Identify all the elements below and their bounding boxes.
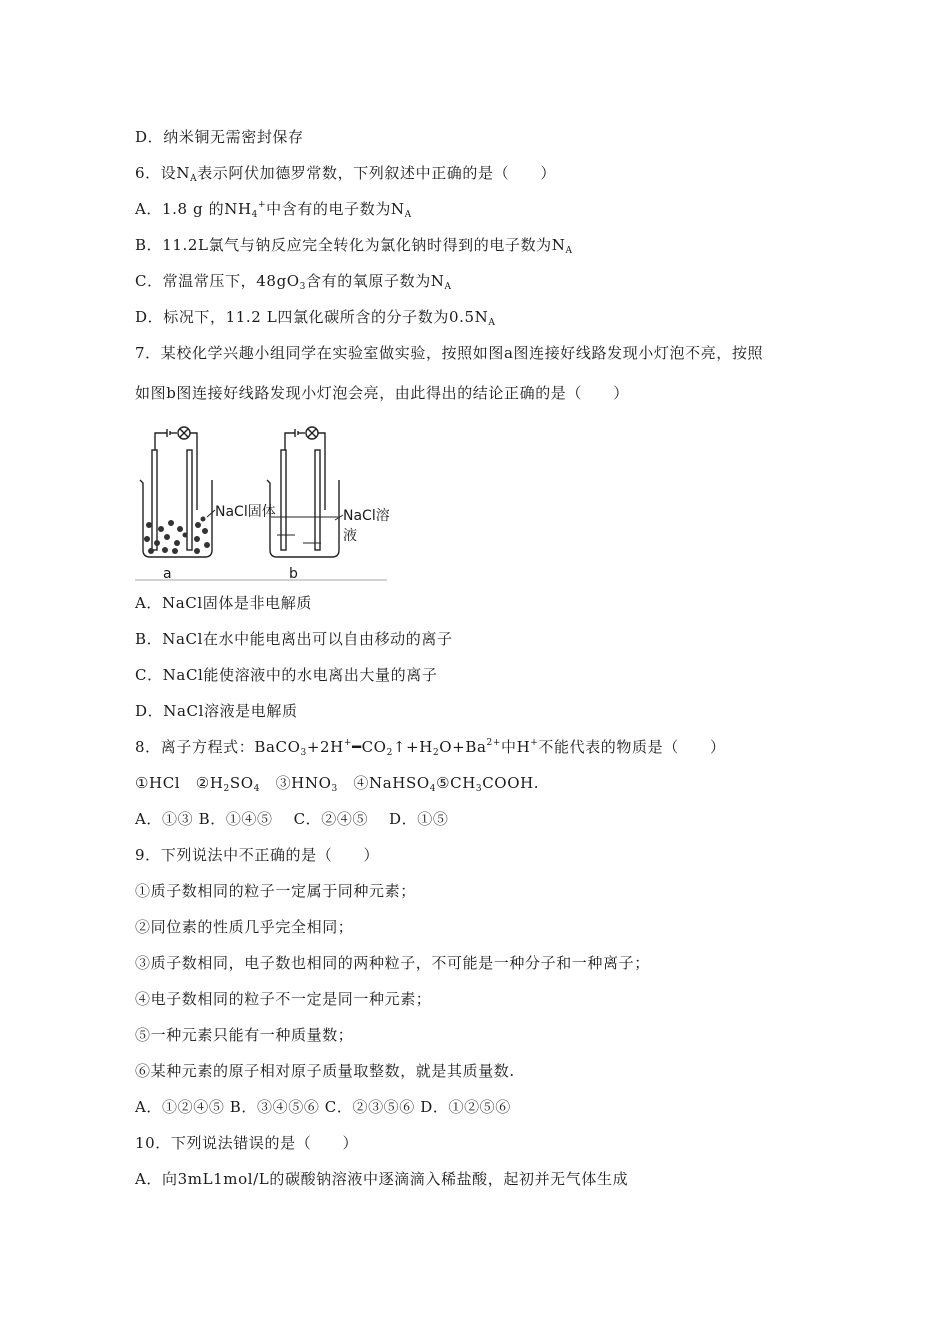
q6-option-d: D．标况下，11.2 L四氯化碳所含的分子数为$0.5N_A$	[135, 308, 496, 328]
q9-answers: A．①②④⑤ B．③④⑤⑥ C．②③⑤⑥ D．①②⑤⑥	[135, 1098, 511, 1116]
q6-option-a: A．1.8 g 的$NH_4^+$中含有的电子数为$N_A$	[135, 200, 412, 220]
q7-option-c: C．NaCl能使溶液中的水电离出大量的离子	[135, 666, 438, 684]
experiment-figure	[135, 425, 390, 585]
q7-option-a: A．NaCl固体是非电解质	[135, 594, 312, 612]
q8-stem: 8．离子方程式：$BaCO_3+2H^+━CO_2↑+H_2O+Ba^{2+}$中H+不能代表的物质是（ ）	[135, 738, 726, 758]
label-nacl-solution: NaCl溶液	[343, 508, 390, 544]
q9-statement-6: ⑥某种元素的原子相对原子质量取整数，就是其质量数.	[135, 1062, 515, 1080]
q6-option-c: C．常温常压下，$48gO_3$含有的氧原子数为$N_A$	[135, 272, 452, 292]
q7-stem-line2: 如图b图连接好线路发现小灯泡会亮，由此得出的结论正确的是（ ）	[135, 384, 629, 402]
q9-statement-1: ①质子数相同的粒子一定属于同种元素；	[135, 882, 416, 900]
q9-statement-3: ③质子数相同，电子数也相同的两种粒子，不可能是一种分子和一种离子；	[135, 954, 650, 972]
q9-statement-4: ④电子数相同的粒子不一定是同一种元素；	[135, 990, 432, 1008]
q10-stem: 10．下列说法错误的是（ ）	[135, 1134, 359, 1152]
q5-option-d: D．纳米铜无需密封保存	[135, 128, 304, 146]
q8-answers: A．①③ B．①④⑤ C．②④⑤ D．①⑤	[135, 810, 449, 828]
q9-stem: 9．下列说法中不正确的是（ ）	[135, 846, 380, 864]
q10-option-a: A．向3mL1mol/L的碳酸钠溶液中逐滴滴入稀盐酸，起初并无气体生成	[135, 1170, 629, 1188]
q7-option-b: B．NaCl在水中能电离出可以自由移动的离子	[135, 630, 453, 648]
q9-statement-5: ⑤一种元素只能有一种质量数；	[135, 1026, 354, 1044]
q7-option-d: D．NaCl溶液是电解质	[135, 702, 298, 720]
q8-options-list: ①HCl $②H_2SO_4$ $③HNO_3$ $④NaHSO_4⑤CH_3COOH$.	[135, 774, 540, 794]
q6-stem: 6．设$N_A$表示阿伏加德罗常数，下列叙述中正确的是（ ）	[135, 164, 556, 184]
label-nacl-solid: NaCl固体	[215, 504, 276, 520]
caption-b: b	[289, 566, 298, 582]
q7-stem-line1: 7．某校化学兴趣小组同学在实验室做实验，按照如图a图连接好线路发现小灯泡不亮，按照	[135, 344, 764, 362]
q9-statement-2: ②同位素的性质几乎完全相同；	[135, 918, 354, 936]
q6-option-b: B．11.2L氯气与钠反应完全转化为氯化钠时得到的电子数为$N_A$	[135, 236, 573, 256]
caption-a: a	[163, 566, 172, 582]
